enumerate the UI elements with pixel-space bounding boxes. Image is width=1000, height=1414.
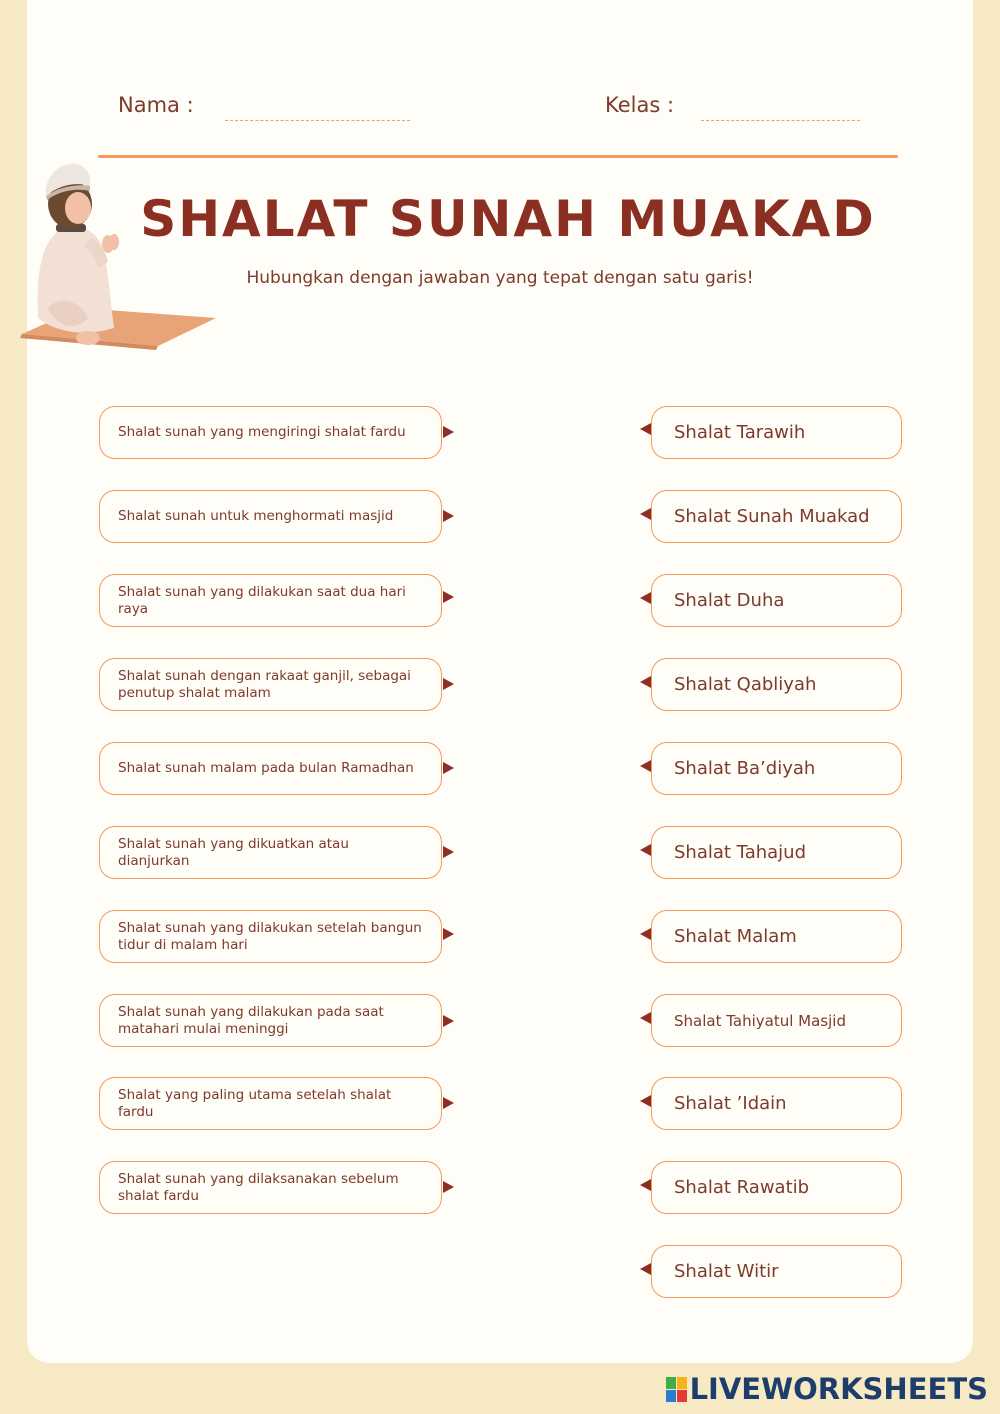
question-text: Shalat sunah yang mengiringi shalat fardu [118, 424, 406, 440]
question-text: Shalat sunah yang dilakukan saat dua hari raya [118, 583, 406, 617]
question-text: Shalat sunah yang dikuatkan atau dianjurkan [118, 835, 349, 869]
question-box-4 [99, 658, 442, 711]
answer-box-4 [651, 658, 902, 711]
answer-box-2 [651, 490, 902, 543]
answer-text: Shalat Ba’diyah [674, 758, 816, 779]
question-connector-3[interactable] [443, 591, 454, 603]
answer-connector-3[interactable] [640, 592, 651, 604]
answer-connector-5[interactable] [640, 760, 651, 772]
kelas-label: Kelas : [605, 93, 675, 117]
answer-connector-2[interactable] [640, 508, 651, 520]
question-box-3 [99, 574, 442, 627]
answer-connector-11[interactable] [640, 1263, 651, 1275]
answer-box-6 [651, 826, 902, 879]
question-box-1 [99, 406, 442, 459]
question-connector-9[interactable] [443, 1097, 454, 1109]
answer-connector-6[interactable] [640, 844, 651, 856]
question-text: Shalat sunah yang dilakukan pada saat matahari mulai meninggi [118, 1003, 384, 1037]
question-text: Shalat yang paling utama setelah shalat fardu [118, 1086, 392, 1120]
question-box-9 [99, 1077, 442, 1130]
answer-text: Shalat Tarawih [674, 422, 806, 443]
answer-box-7 [651, 910, 902, 963]
question-connector-10[interactable] [443, 1181, 454, 1193]
instructions-text: Hubungkan dengan jawaban yang tepat dengan satu garis! [246, 268, 754, 288]
nama-label: Nama : [118, 93, 194, 117]
answer-box-1 [651, 406, 902, 459]
nama-input-line[interactable] [225, 120, 410, 121]
answer-connector-10[interactable] [640, 1179, 651, 1191]
answer-box-8 [651, 994, 902, 1047]
brand-text: LIVEWORKSHEETS [689, 1372, 988, 1406]
answer-connector-8[interactable] [640, 1012, 651, 1024]
question-text: Shalat sunah yang dilakukan setelah bangun tidur di malam hari [118, 919, 422, 953]
answer-box-10 [651, 1161, 902, 1214]
answer-text: Shalat Tahiyatul Masjid [674, 1011, 846, 1030]
liveworksheets-brand [666, 1372, 988, 1406]
liveworksheets-logo-icon [666, 1377, 687, 1402]
question-connector-1[interactable] [443, 426, 454, 438]
answer-connector-9[interactable] [640, 1095, 651, 1107]
question-box-5 [99, 742, 442, 795]
answer-connector-4[interactable] [640, 676, 651, 688]
question-connector-7[interactable] [443, 928, 454, 940]
question-text: Shalat sunah malam pada bulan Ramadhan [118, 760, 414, 776]
answer-text: Shalat Witir [674, 1261, 779, 1282]
header-divider [98, 155, 898, 158]
question-connector-4[interactable] [443, 678, 454, 690]
question-box-8 [99, 994, 442, 1047]
answer-connector-1[interactable] [640, 423, 651, 435]
question-connector-6[interactable] [443, 846, 454, 858]
answer-connector-7[interactable] [640, 928, 651, 940]
answer-text: Shalat Rawatib [674, 1177, 810, 1198]
question-box-2 [99, 490, 442, 543]
answer-text: Shalat Sunah Muakad [674, 506, 870, 527]
question-text: Shalat sunah yang dilaksanakan sebelum shalat fardu [118, 1170, 399, 1204]
answer-box-11 [651, 1245, 902, 1298]
answer-text: Shalat Tahajud [674, 842, 806, 863]
page-title: SHALAT SUNAH MUAKAD [140, 190, 876, 248]
answer-text: Shalat Malam [674, 926, 797, 947]
question-box-10 [99, 1161, 442, 1214]
answer-text: Shalat ’Idain [674, 1093, 787, 1114]
question-connector-5[interactable] [443, 762, 454, 774]
answer-box-3 [651, 574, 902, 627]
question-box-7 [99, 910, 442, 963]
question-text: Shalat sunah untuk menghormati masjid [118, 508, 394, 524]
answer-text: Shalat Qabliyah [674, 674, 817, 695]
praying-boy-illustration [18, 158, 218, 353]
answer-box-5 [651, 742, 902, 795]
question-connector-8[interactable] [443, 1015, 454, 1027]
question-text: Shalat sunah dengan rakaat ganjil, sebagai penutup shalat malam [118, 667, 411, 701]
kelas-input-line[interactable] [701, 120, 860, 121]
answer-box-9 [651, 1077, 902, 1130]
question-box-6 [99, 826, 442, 879]
question-connector-2[interactable] [443, 510, 454, 522]
answer-text: Shalat Duha [674, 590, 785, 611]
